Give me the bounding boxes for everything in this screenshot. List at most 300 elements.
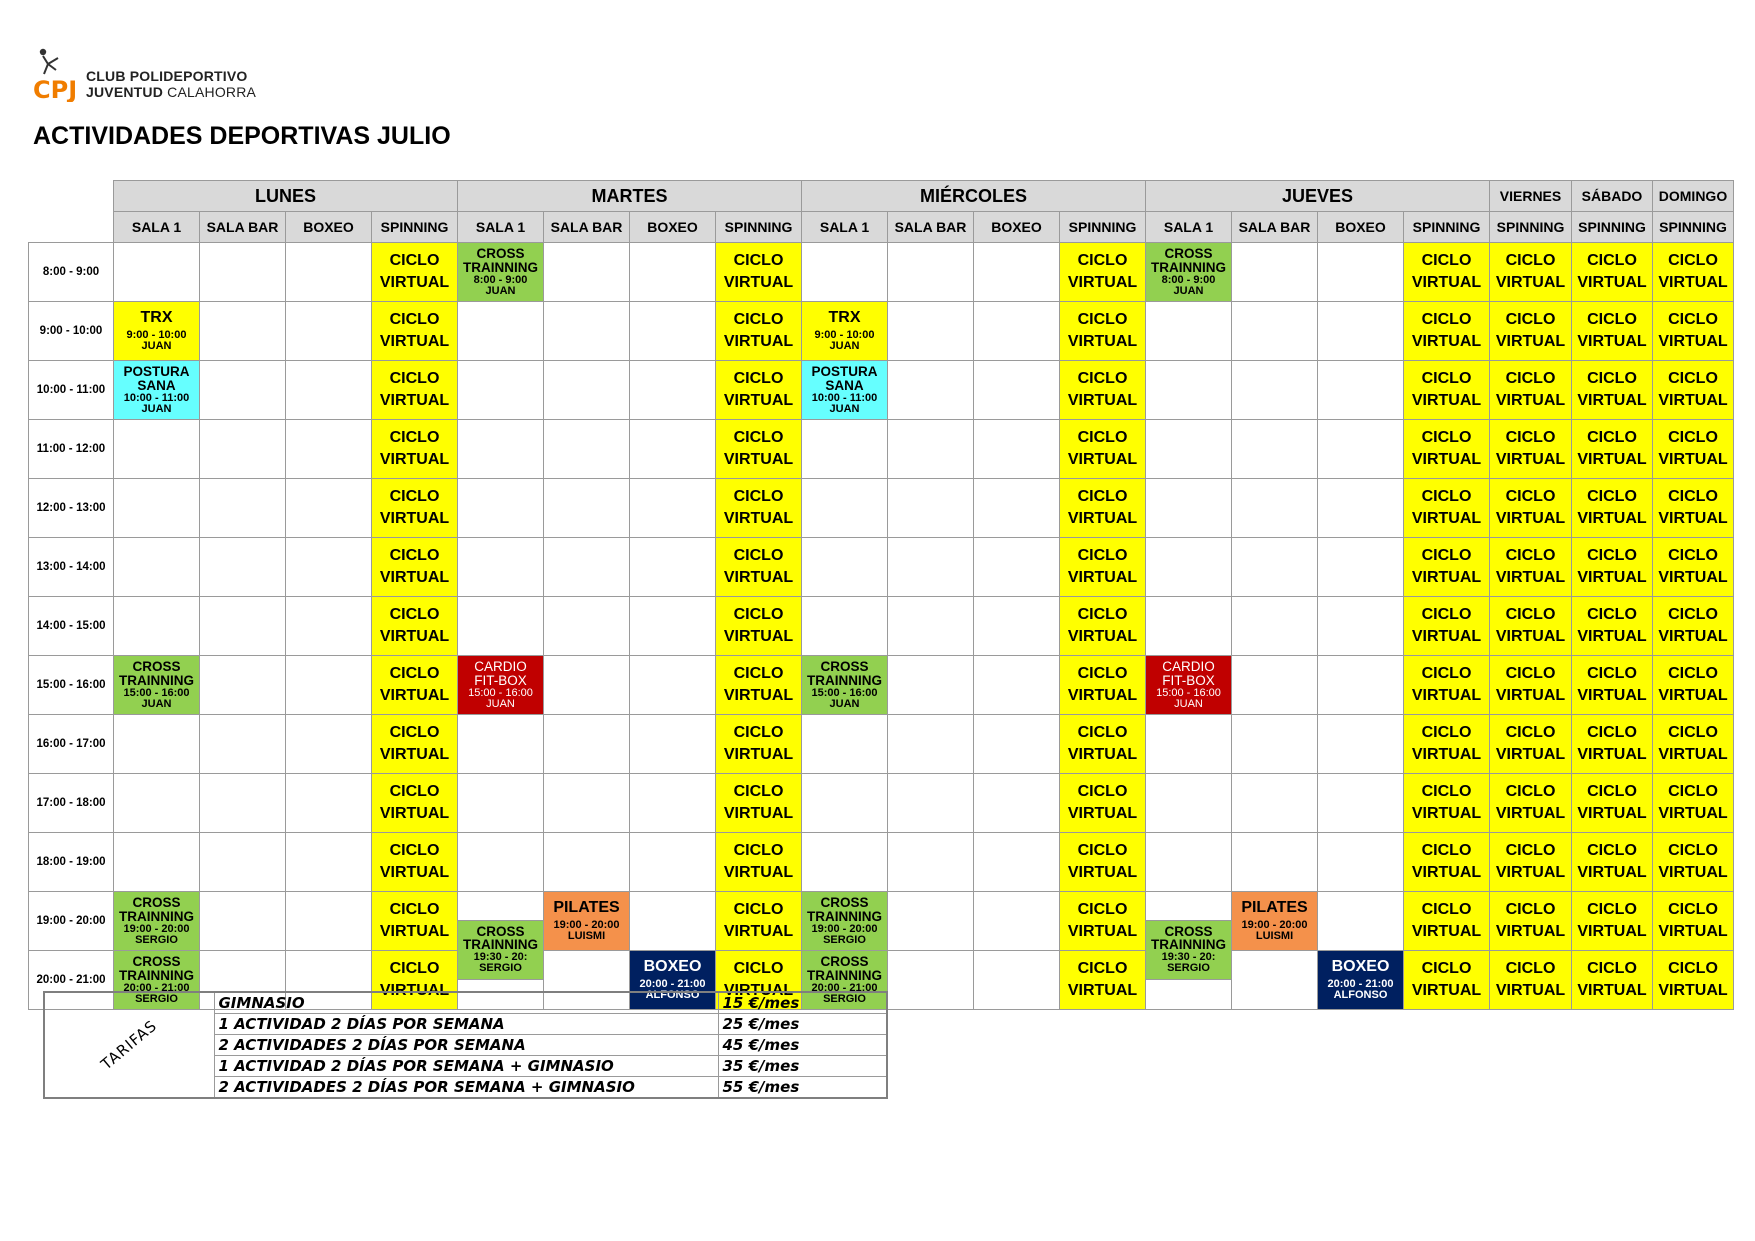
- ciclo-virtual-cell: CICLO: [716, 302, 802, 331]
- ciclo-virtual-cell: VIRTUAL: [1060, 566, 1146, 597]
- tarifa-name: 2 ACTIVIDADES 2 DÍAS POR SEMANA: [214, 1035, 718, 1056]
- ciclo-virtual-cell: CICLO: [372, 951, 458, 980]
- room-header: BOXEO: [630, 212, 716, 243]
- empty-cell: [286, 479, 372, 538]
- empty-cell: [458, 715, 544, 774]
- empty-cell: [114, 774, 200, 833]
- room-header: SALA 1: [802, 212, 888, 243]
- schedule-row: [29, 302, 1734, 331]
- ciclo-virtual-cell: CICLO: [1490, 833, 1572, 862]
- empty-cell: [200, 892, 286, 951]
- ciclo-virtual-cell: VIRTUAL: [372, 920, 458, 951]
- ciclo-virtual-cell: VIRTUAL: [372, 802, 458, 833]
- ciclo-virtual-cell: VIRTUAL: [372, 330, 458, 361]
- ciclo-virtual-cell: VIRTUAL: [1404, 625, 1490, 656]
- activity-time: 15:00 - 16:00: [468, 686, 533, 699]
- ciclo-virtual-cell: CICLO: [1404, 302, 1490, 331]
- empty-cell: [1146, 538, 1232, 597]
- empty-cell: [1232, 833, 1318, 892]
- empty-cell: [802, 538, 888, 597]
- empty-cell: [630, 479, 716, 538]
- activity-instructor: SERGIO: [823, 933, 866, 946]
- tarifa-name: GIMNASIO: [214, 992, 718, 1014]
- empty-cell: [458, 302, 544, 361]
- ciclo-virtual-cell: VIRTUAL: [1572, 979, 1653, 1010]
- day-header-miercoles: MIÉRCOLES: [802, 181, 1146, 212]
- activity-time: 20:00 - 21:00: [1327, 977, 1394, 990]
- ciclo-virtual-cell: VIRTUAL: [372, 389, 458, 420]
- empty-cell: [200, 243, 286, 302]
- ciclo-virtual-cell: CICLO: [372, 656, 458, 685]
- ciclo-virtual-cell: CICLO: [716, 597, 802, 626]
- tarifa-row: [44, 992, 887, 1014]
- empty-cell: [458, 892, 544, 921]
- empty-cell: [1146, 892, 1232, 921]
- ciclo-virtual-cell: CICLO: [1490, 538, 1572, 567]
- ciclo-virtual-cell: VIRTUAL: [716, 743, 802, 774]
- ciclo-virtual-cell: VIRTUAL: [372, 566, 458, 597]
- empty-cell: [974, 302, 1060, 361]
- ciclo-virtual-cell: VIRTUAL: [716, 448, 802, 479]
- ciclo-virtual-cell: VIRTUAL: [1404, 979, 1490, 1010]
- ciclo-virtual-cell: VIRTUAL: [716, 625, 802, 656]
- ciclo-virtual-cell: CICLO: [716, 833, 802, 862]
- ciclo-virtual-cell: CICLO: [1404, 715, 1490, 744]
- ciclo-virtual-cell: VIRTUAL: [716, 684, 802, 715]
- ciclo-virtual-cell: CICLO: [372, 302, 458, 331]
- ciclo-virtual-cell: VIRTUAL: [1653, 330, 1734, 361]
- room-header: BOXEO: [974, 212, 1060, 243]
- corner-blank: [29, 181, 114, 212]
- activity-instructor: JUAN: [141, 697, 172, 710]
- empty-cell: [200, 420, 286, 479]
- activity-instructor: JUAN: [1174, 697, 1203, 710]
- activity-name: CROSS: [132, 954, 181, 970]
- time-slot-label: 20:00 - 21:00: [29, 951, 114, 1010]
- ciclo-virtual-cell: CICLO: [716, 538, 802, 567]
- ciclo-virtual-cell: CICLO: [1572, 361, 1653, 390]
- activity-name: FIT-BOX: [1162, 672, 1215, 688]
- ciclo-virtual-cell: VIRTUAL: [372, 861, 458, 892]
- ciclo-virtual-cell: CICLO: [372, 774, 458, 803]
- activity-time: 19:00 - 20:00: [1241, 918, 1308, 931]
- club-logo: [32, 46, 272, 106]
- activity-instructor: JUAN: [141, 340, 172, 353]
- time-slot-label: 18:00 - 19:00: [29, 833, 114, 892]
- activity-name: TRAINNING: [1151, 259, 1226, 275]
- activity-cross: [802, 656, 888, 715]
- activity-name: CROSS: [1164, 923, 1213, 939]
- activity-name: TRAINNING: [119, 672, 194, 688]
- empty-cell: [1232, 715, 1318, 774]
- empty-cell: [888, 951, 974, 1010]
- ciclo-virtual-cell: VIRTUAL: [1653, 507, 1734, 538]
- ciclo-virtual-cell: VIRTUAL: [716, 861, 802, 892]
- empty-cell: [114, 715, 200, 774]
- room-header: SPINNING: [372, 212, 458, 243]
- ciclo-virtual-cell: VIRTUAL: [716, 979, 802, 1010]
- ciclo-virtual-cell: CICLO: [1060, 715, 1146, 744]
- empty-cell: [1318, 302, 1404, 361]
- schedule-row: [29, 479, 1734, 508]
- room-header: SALA BAR: [200, 212, 286, 243]
- ciclo-virtual-cell: CICLO: [1404, 243, 1490, 272]
- empty-cell: [974, 361, 1060, 420]
- activity-name: CROSS: [820, 954, 869, 970]
- empty-cell: [888, 892, 974, 951]
- activity-instructor: JUAN: [486, 697, 515, 710]
- schedule-row: [29, 833, 1734, 862]
- empty-cell: [544, 715, 630, 774]
- activity-name: CROSS: [132, 659, 181, 675]
- tarifa-price: 15 €/mes: [718, 992, 887, 1014]
- activity-postura: [802, 361, 888, 420]
- ciclo-virtual-cell: VIRTUAL: [1653, 979, 1734, 1010]
- empty-cell: [974, 774, 1060, 833]
- ciclo-virtual-cell: CICLO: [1060, 774, 1146, 803]
- activity-name: CROSS: [1164, 246, 1213, 262]
- ciclo-virtual-cell: VIRTUAL: [1404, 507, 1490, 538]
- tarifas-label: TARIFAS: [97, 1016, 161, 1074]
- ciclo-virtual-cell: CICLO: [1490, 361, 1572, 390]
- empty-cell: [544, 833, 630, 892]
- ciclo-virtual-cell: CICLO: [1060, 656, 1146, 685]
- ciclo-virtual-cell: CICLO: [1490, 243, 1572, 272]
- activity-time: 10:00 - 11:00: [123, 391, 190, 404]
- activity-instructor: LUISMI: [567, 930, 606, 943]
- ciclo-virtual-cell: VIRTUAL: [716, 920, 802, 951]
- ciclo-virtual-cell: VIRTUAL: [1572, 802, 1653, 833]
- ciclo-virtual-cell: VIRTUAL: [716, 802, 802, 833]
- ciclo-virtual-cell: VIRTUAL: [1060, 389, 1146, 420]
- ciclo-virtual-cell: CICLO: [1490, 774, 1572, 803]
- empty-cell: [1232, 302, 1318, 361]
- ciclo-virtual-cell: CICLO: [1490, 420, 1572, 449]
- ciclo-virtual-cell: CICLO: [716, 715, 802, 744]
- empty-cell: [1146, 420, 1232, 479]
- activity-name: TRAINNING: [807, 967, 882, 983]
- empty-cell: [630, 597, 716, 656]
- ciclo-virtual-cell: VIRTUAL: [1490, 979, 1572, 1010]
- svg-text:CPJ: CPJ: [33, 76, 78, 102]
- ciclo-virtual-cell: VIRTUAL: [1653, 684, 1734, 715]
- ciclo-virtual-cell: CICLO: [716, 243, 802, 272]
- ciclo-virtual-cell: CICLO: [1490, 951, 1572, 980]
- empty-cell: [630, 715, 716, 774]
- empty-cell: [1318, 420, 1404, 479]
- time-slot-label: 17:00 - 18:00: [29, 774, 114, 833]
- ciclo-virtual-cell: VIRTUAL: [1572, 330, 1653, 361]
- empty-cell: [1232, 597, 1318, 656]
- activity-name: PILATES: [553, 898, 620, 916]
- corner-blank: [29, 212, 114, 243]
- activity-cross: [458, 920, 544, 979]
- empty-cell: [114, 243, 200, 302]
- ciclo-virtual-cell: CICLO: [1653, 715, 1734, 744]
- empty-cell: [114, 479, 200, 538]
- empty-cell: [802, 243, 888, 302]
- cpj-logo-icon: [32, 46, 78, 102]
- ciclo-virtual-cell: VIRTUAL: [1060, 271, 1146, 302]
- ciclo-virtual-cell: VIRTUAL: [1060, 861, 1146, 892]
- ciclo-virtual-cell: VIRTUAL: [1572, 507, 1653, 538]
- ciclo-virtual-cell: VIRTUAL: [1490, 566, 1572, 597]
- empty-cell: [286, 833, 372, 892]
- empty-cell: [888, 597, 974, 656]
- ciclo-virtual-cell: CICLO: [716, 892, 802, 921]
- ciclo-virtual-cell: CICLO: [1490, 302, 1572, 331]
- ciclo-virtual-cell: VIRTUAL: [1490, 802, 1572, 833]
- empty-cell: [200, 479, 286, 538]
- ciclo-virtual-cell: CICLO: [716, 951, 802, 980]
- activity-name: TRX: [140, 308, 173, 326]
- ciclo-virtual-cell: CICLO: [716, 361, 802, 390]
- ciclo-virtual-cell: CICLO: [1653, 774, 1734, 803]
- empty-cell: [888, 656, 974, 715]
- time-slot-label: 11:00 - 12:00: [29, 420, 114, 479]
- activity-time: 15:00 - 16:00: [123, 686, 190, 699]
- time-slot-label: 13:00 - 14:00: [29, 538, 114, 597]
- day-header-jueves: JUEVES: [1146, 181, 1490, 212]
- room-header: SPINNING: [1572, 212, 1653, 243]
- empty-cell: [1146, 715, 1232, 774]
- tarifa-price: 35 €/mes: [718, 1056, 887, 1077]
- ciclo-virtual-cell: CICLO: [1060, 597, 1146, 626]
- ciclo-virtual-cell: VIRTUAL: [372, 743, 458, 774]
- ciclo-virtual-cell: VIRTUAL: [1653, 743, 1734, 774]
- ciclo-virtual-cell: VIRTUAL: [1490, 389, 1572, 420]
- ciclo-virtual-cell: CICLO: [1653, 361, 1734, 390]
- empty-cell: [630, 243, 716, 302]
- empty-cell: [1318, 597, 1404, 656]
- ciclo-virtual-cell: VIRTUAL: [372, 448, 458, 479]
- empty-cell: [888, 243, 974, 302]
- ciclo-virtual-cell: VIRTUAL: [1060, 625, 1146, 656]
- room-header: SPINNING: [716, 212, 802, 243]
- schedule-row: [29, 420, 1734, 449]
- empty-cell: [114, 833, 200, 892]
- day-header-sabado: SÁBADO: [1572, 181, 1653, 212]
- ciclo-virtual-cell: CICLO: [1404, 597, 1490, 626]
- empty-cell: [888, 833, 974, 892]
- activity-time: 20:00 - 21:00: [639, 977, 706, 990]
- empty-cell: [200, 597, 286, 656]
- ciclo-virtual-cell: VIRTUAL: [1404, 861, 1490, 892]
- ciclo-virtual-cell: VIRTUAL: [1490, 330, 1572, 361]
- empty-cell: [974, 420, 1060, 479]
- empty-cell: [1318, 656, 1404, 715]
- empty-cell: [974, 715, 1060, 774]
- activity-cross: [114, 892, 200, 951]
- activity-name: CARDIO: [1162, 659, 1215, 675]
- activity-time: 20:00 - 21:00: [123, 981, 190, 994]
- ciclo-virtual-cell: CICLO: [1572, 774, 1653, 803]
- ciclo-virtual-cell: CICLO: [372, 538, 458, 567]
- empty-cell: [802, 715, 888, 774]
- empty-cell: [114, 420, 200, 479]
- empty-cell: [200, 361, 286, 420]
- empty-cell: [200, 833, 286, 892]
- ciclo-virtual-cell: VIRTUAL: [716, 271, 802, 302]
- schedule-body: [29, 243, 1734, 1010]
- empty-cell: [802, 833, 888, 892]
- activity-time: 19:00 - 20:00: [811, 922, 878, 935]
- activity-name: CROSS: [820, 895, 869, 911]
- day-header-domingo: DOMINGO: [1653, 181, 1734, 212]
- ciclo-virtual-cell: VIRTUAL: [1490, 920, 1572, 951]
- ciclo-virtual-cell: CICLO: [716, 420, 802, 449]
- empty-cell: [458, 420, 544, 479]
- ciclo-virtual-cell: CICLO: [1490, 597, 1572, 626]
- empty-cell: [1232, 951, 1318, 1010]
- ciclo-virtual-cell: VIRTUAL: [1653, 920, 1734, 951]
- ciclo-virtual-cell: VIRTUAL: [1404, 389, 1490, 420]
- empty-cell: [1232, 656, 1318, 715]
- empty-cell: [544, 774, 630, 833]
- activity-time: 15:00 - 16:00: [811, 686, 878, 699]
- empty-cell: [544, 361, 630, 420]
- empty-cell: [888, 361, 974, 420]
- schedule-row: [29, 361, 1734, 390]
- empty-cell: [458, 361, 544, 420]
- ciclo-virtual-cell: CICLO: [1060, 420, 1146, 449]
- activity-instructor: JUAN: [1173, 284, 1204, 297]
- room-header: SPINNING: [1404, 212, 1490, 243]
- room-header: BOXEO: [1318, 212, 1404, 243]
- ciclo-virtual-cell: VIRTUAL: [1060, 448, 1146, 479]
- ciclo-virtual-cell: CICLO: [1653, 302, 1734, 331]
- empty-cell: [1318, 833, 1404, 892]
- empty-cell: [544, 538, 630, 597]
- empty-cell: [974, 597, 1060, 656]
- ciclo-virtual-cell: CICLO: [1653, 243, 1734, 272]
- activity-cross: [1146, 243, 1232, 302]
- empty-cell: [974, 892, 1060, 951]
- ciclo-virtual-cell: CICLO: [1060, 833, 1146, 862]
- empty-cell: [1232, 420, 1318, 479]
- empty-cell: [630, 420, 716, 479]
- empty-cell: [286, 243, 372, 302]
- activity-time: 20:00 - 21:00: [811, 981, 878, 994]
- ciclo-virtual-cell: CICLO: [372, 479, 458, 508]
- time-slot-label: 16:00 - 17:00: [29, 715, 114, 774]
- activity-name: TRAINNING: [463, 937, 538, 953]
- room-header: SALA BAR: [544, 212, 630, 243]
- activity-name: POSTURA: [123, 364, 190, 380]
- activity-instructor: JUAN: [141, 402, 172, 415]
- ciclo-virtual-cell: CICLO: [1653, 420, 1734, 449]
- ciclo-virtual-cell: CICLO: [1404, 774, 1490, 803]
- ciclo-virtual-cell: VIRTUAL: [1572, 920, 1653, 951]
- ciclo-virtual-cell: VIRTUAL: [1404, 802, 1490, 833]
- time-slot-label: 14:00 - 15:00: [29, 597, 114, 656]
- activity-cross: [114, 656, 200, 715]
- empty-cell: [1146, 479, 1232, 538]
- room-header: SALA BAR: [1232, 212, 1318, 243]
- schedule-row: [29, 538, 1734, 567]
- ciclo-virtual-cell: VIRTUAL: [1060, 802, 1146, 833]
- activity-cross: [1146, 920, 1232, 979]
- activity-trx: [114, 302, 200, 361]
- ciclo-virtual-cell: CICLO: [1653, 892, 1734, 921]
- activity-time: 10:00 - 11:00: [811, 391, 878, 404]
- ciclo-virtual-cell: CICLO: [1060, 538, 1146, 567]
- empty-cell: [888, 479, 974, 538]
- ciclo-virtual-cell: VIRTUAL: [1404, 920, 1490, 951]
- ciclo-virtual-cell: CICLO: [1572, 420, 1653, 449]
- ciclo-virtual-cell: CICLO: [716, 656, 802, 685]
- activity-instructor: JUAN: [829, 402, 860, 415]
- activity-cross: [458, 243, 544, 302]
- ciclo-virtual-cell: CICLO: [716, 774, 802, 803]
- room-header: SPINNING: [1490, 212, 1572, 243]
- empty-cell: [974, 538, 1060, 597]
- schedule-row: [29, 656, 1734, 685]
- activity-instructor: JUAN: [829, 340, 860, 353]
- activity-time: 9:00 - 10:00: [126, 328, 187, 341]
- activity-name: CROSS: [820, 659, 869, 675]
- ciclo-virtual-cell: VIRTUAL: [1404, 448, 1490, 479]
- activity-instructor: ALFONSO: [645, 989, 700, 1002]
- ciclo-virtual-cell: VIRTUAL: [1060, 330, 1146, 361]
- activity-name: BOXEO: [643, 957, 702, 975]
- activity-time: 8:00 - 9:00: [1161, 273, 1216, 286]
- empty-cell: [544, 479, 630, 538]
- ciclo-virtual-cell: CICLO: [1572, 538, 1653, 567]
- ciclo-virtual-cell: VIRTUAL: [716, 330, 802, 361]
- schedule-row: [29, 597, 1734, 626]
- ciclo-virtual-cell: VIRTUAL: [1490, 448, 1572, 479]
- schedule-row: [29, 892, 1734, 921]
- ciclo-virtual-cell: VIRTUAL: [1490, 271, 1572, 302]
- time-slot-label: 10:00 - 11:00: [29, 361, 114, 420]
- ciclo-virtual-cell: CICLO: [1404, 479, 1490, 508]
- ciclo-virtual-cell: CICLO: [1404, 951, 1490, 980]
- time-slot-label: 9:00 - 10:00: [29, 302, 114, 361]
- empty-cell: [286, 302, 372, 361]
- activity-instructor: JUAN: [485, 284, 516, 297]
- schedule-row: [29, 715, 1734, 744]
- activity-instructor: ALFONSO: [1333, 989, 1388, 1002]
- tarifa-name: 2 ACTIVIDADES 2 DÍAS POR SEMANA + GIMNASIO: [214, 1077, 718, 1099]
- empty-cell: [458, 597, 544, 656]
- ciclo-virtual-cell: VIRTUAL: [1060, 979, 1146, 1010]
- activity-time: 8:00 - 9:00: [473, 273, 528, 286]
- empty-cell: [286, 774, 372, 833]
- ciclo-virtual-cell: CICLO: [1572, 715, 1653, 744]
- activity-instructor: SERGIO: [135, 933, 178, 946]
- activity-instructor: SERGIO: [135, 992, 178, 1005]
- empty-cell: [1232, 774, 1318, 833]
- empty-cell: [802, 774, 888, 833]
- ciclo-virtual-cell: CICLO: [1572, 302, 1653, 331]
- empty-cell: [286, 715, 372, 774]
- ciclo-virtual-cell: CICLO: [1572, 243, 1653, 272]
- empty-cell: [630, 833, 716, 892]
- schedule-table: [28, 180, 1734, 1010]
- ciclo-virtual-cell: CICLO: [1490, 479, 1572, 508]
- ciclo-virtual-cell: VIRTUAL: [372, 271, 458, 302]
- activity-postura: [114, 361, 200, 420]
- activity-cross: [802, 892, 888, 951]
- activity-cardio: [1146, 656, 1232, 715]
- empty-cell: [630, 361, 716, 420]
- ciclo-virtual-cell: VIRTUAL: [716, 507, 802, 538]
- ciclo-virtual-cell: VIRTUAL: [1653, 566, 1734, 597]
- activity-instructor: SERGIO: [823, 992, 866, 1005]
- activity-time: 15:00 - 16:00: [1156, 686, 1221, 699]
- activity-name: SANA: [825, 377, 864, 393]
